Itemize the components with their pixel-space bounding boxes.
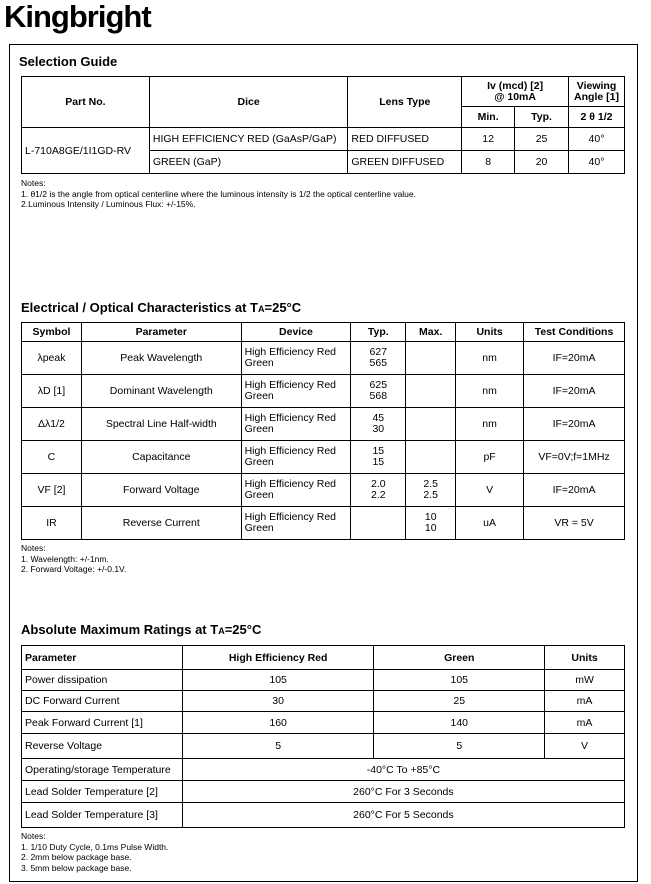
units-cell: mW	[545, 670, 625, 691]
parameter-cell: Dominant Wavelength	[81, 375, 241, 408]
units-cell: uA	[456, 507, 524, 540]
test-cell: VF=0V;f=1MHz	[524, 441, 625, 474]
max-cell: 10 10	[406, 507, 456, 540]
header-green: Green	[374, 646, 545, 670]
green-cell: 25	[374, 691, 545, 712]
table-row	[22, 507, 625, 540]
header-typ: Typ.	[515, 107, 569, 128]
test-cell: IF=20mA	[524, 375, 625, 408]
symbol-cell: VF [2]	[22, 474, 82, 507]
typ-cell: 20	[515, 151, 569, 174]
parameter-cell: Operating/storage Temperature	[22, 759, 183, 781]
selection-guide-title: Selection Guide	[19, 54, 118, 69]
symbol-cell: λD [1]	[22, 375, 82, 408]
header-angle: 2 θ 1/2	[569, 107, 625, 128]
parameter-cell: Reverse Current	[81, 507, 241, 540]
her-cell: 160	[182, 712, 374, 734]
header-units: Units	[456, 323, 524, 342]
table-row	[22, 474, 625, 507]
test-cell: IF=20mA	[524, 408, 625, 441]
span-value-cell: -40°C To +85°C	[182, 759, 624, 781]
max-cell	[406, 342, 456, 375]
header-viewing-angle: Viewing Angle [1]	[569, 77, 625, 107]
angle-cell: 40°	[569, 151, 625, 174]
lens-cell: GREEN DIFFUSED	[348, 151, 462, 174]
span-value-cell: 260°C For 3 Seconds	[182, 781, 624, 803]
parameter-cell: Reverse Voltage	[22, 734, 183, 759]
table-row	[22, 803, 625, 828]
absolute-ratings-table	[21, 645, 625, 828]
max-cell	[406, 441, 456, 474]
table-row	[22, 691, 625, 712]
green-cell: 105	[374, 670, 545, 691]
brand-logo: Kingbright	[4, 0, 151, 34]
typ-cell: 15 15	[351, 441, 406, 474]
units-cell: nm	[456, 375, 524, 408]
absolute-notes: Notes: 1. 1/10 Duty Cycle, 0.1ms Pulse Width. 2. 2mm below package base. 3. 5mm below package base.	[21, 831, 169, 873]
device-cell: High Efficiency Red Green	[241, 474, 351, 507]
max-cell	[406, 408, 456, 441]
dice-cell: HIGH EFFICIENCY RED (GaAsP/GaP)	[149, 128, 348, 151]
header-dice: Dice	[149, 77, 348, 128]
typ-cell: 45 30	[351, 408, 406, 441]
max-cell: 2.5 2.5	[406, 474, 456, 507]
units-cell: pF	[456, 441, 524, 474]
header-iv: Iv (mcd) [2] @ 10mA	[462, 77, 569, 107]
test-cell: VR = 5V	[524, 507, 625, 540]
header-her: High Efficiency Red	[182, 646, 374, 670]
electrical-notes: Notes: 1. Wavelength: +/-1nm. 2. Forward Voltage: +/-0.1V.	[21, 543, 127, 574]
header-typ: Typ.	[351, 323, 406, 342]
span-value-cell: 260°C For 5 Seconds	[182, 803, 624, 828]
selection-guide-table	[21, 76, 625, 174]
header-part-no: Part No.	[22, 77, 150, 128]
device-cell: High Efficiency Red Green	[241, 441, 351, 474]
header-symbol: Symbol	[22, 323, 82, 342]
header-max: Max.	[406, 323, 456, 342]
header-parameter: Parameter	[81, 323, 241, 342]
parameter-cell: Capacitance	[81, 441, 241, 474]
her-cell: 105	[182, 670, 374, 691]
her-cell: 30	[182, 691, 374, 712]
parameter-cell: Lead Solder Temperature [2]	[22, 781, 183, 803]
absolute-ratings-title: Absolute Maximum Ratings at TA=25°C	[21, 622, 262, 637]
table-row	[22, 342, 625, 375]
typ-cell: 2.0 2.2	[351, 474, 406, 507]
her-cell: 5	[182, 734, 374, 759]
device-cell: High Efficiency Red Green	[241, 375, 351, 408]
green-cell: 140	[374, 712, 545, 734]
typ-cell: 625 568	[351, 375, 406, 408]
table-row	[22, 375, 625, 408]
header-lens-type: Lens Type	[348, 77, 462, 128]
units-cell: V	[545, 734, 625, 759]
header-device: Device	[241, 323, 351, 342]
parameter-cell: Spectral Line Half-width	[81, 408, 241, 441]
table-row	[22, 712, 625, 734]
table-row	[22, 781, 625, 803]
parameter-cell: DC Forward Current	[22, 691, 183, 712]
min-cell: 12	[462, 128, 515, 151]
test-cell: IF=20mA	[524, 474, 625, 507]
parameter-cell: Power dissipation	[22, 670, 183, 691]
table-row	[22, 759, 625, 781]
part-number: L-710A8GE/1I1GD-RV	[22, 128, 150, 174]
header-test-conditions: Test Conditions	[524, 323, 625, 342]
parameter-cell: Peak Wavelength	[81, 342, 241, 375]
test-cell: IF=20mA	[524, 342, 625, 375]
header-units: Units	[545, 646, 625, 670]
dice-cell: GREEN (GaP)	[149, 151, 348, 174]
typ-cell: 25	[515, 128, 569, 151]
lens-cell: RED DIFFUSED	[348, 128, 462, 151]
table-row	[22, 128, 625, 151]
units-cell: mA	[545, 712, 625, 734]
symbol-cell: IR	[22, 507, 82, 540]
table-row	[22, 670, 625, 691]
table-row	[22, 441, 625, 474]
min-cell: 8	[462, 151, 515, 174]
units-cell: nm	[456, 408, 524, 441]
symbol-cell: C	[22, 441, 82, 474]
header-parameter: Parameter	[22, 646, 183, 670]
parameter-cell: Peak Forward Current [1]	[22, 712, 183, 734]
green-cell: 5	[374, 734, 545, 759]
units-cell: nm	[456, 342, 524, 375]
device-cell: High Efficiency Red Green	[241, 408, 351, 441]
electrical-table	[21, 322, 625, 540]
table-row	[22, 408, 625, 441]
angle-cell: 40°	[569, 128, 625, 151]
table-row	[22, 734, 625, 759]
typ-cell	[351, 507, 406, 540]
device-cell: High Efficiency Red Green	[241, 342, 351, 375]
selection-notes: Notes: 1. θ1/2 is the angle from optical centerline where the luminous intensity is 1/2 the optical centerline value. 2.Luminous Intensity / Luminous Flux: +/-15%.	[21, 178, 417, 209]
device-cell: High Efficiency Red Green	[241, 507, 351, 540]
parameter-cell: Forward Voltage	[81, 474, 241, 507]
symbol-cell: λpeak	[22, 342, 82, 375]
units-cell: mA	[545, 691, 625, 712]
typ-cell: 627 565	[351, 342, 406, 375]
max-cell	[406, 375, 456, 408]
units-cell: V	[456, 474, 524, 507]
header-min: Min.	[462, 107, 515, 128]
electrical-title: Electrical / Optical Characteristics at TA=25°C	[21, 300, 302, 315]
parameter-cell: Lead Solder Temperature [3]	[22, 803, 183, 828]
symbol-cell: Δλ1/2	[22, 408, 82, 441]
